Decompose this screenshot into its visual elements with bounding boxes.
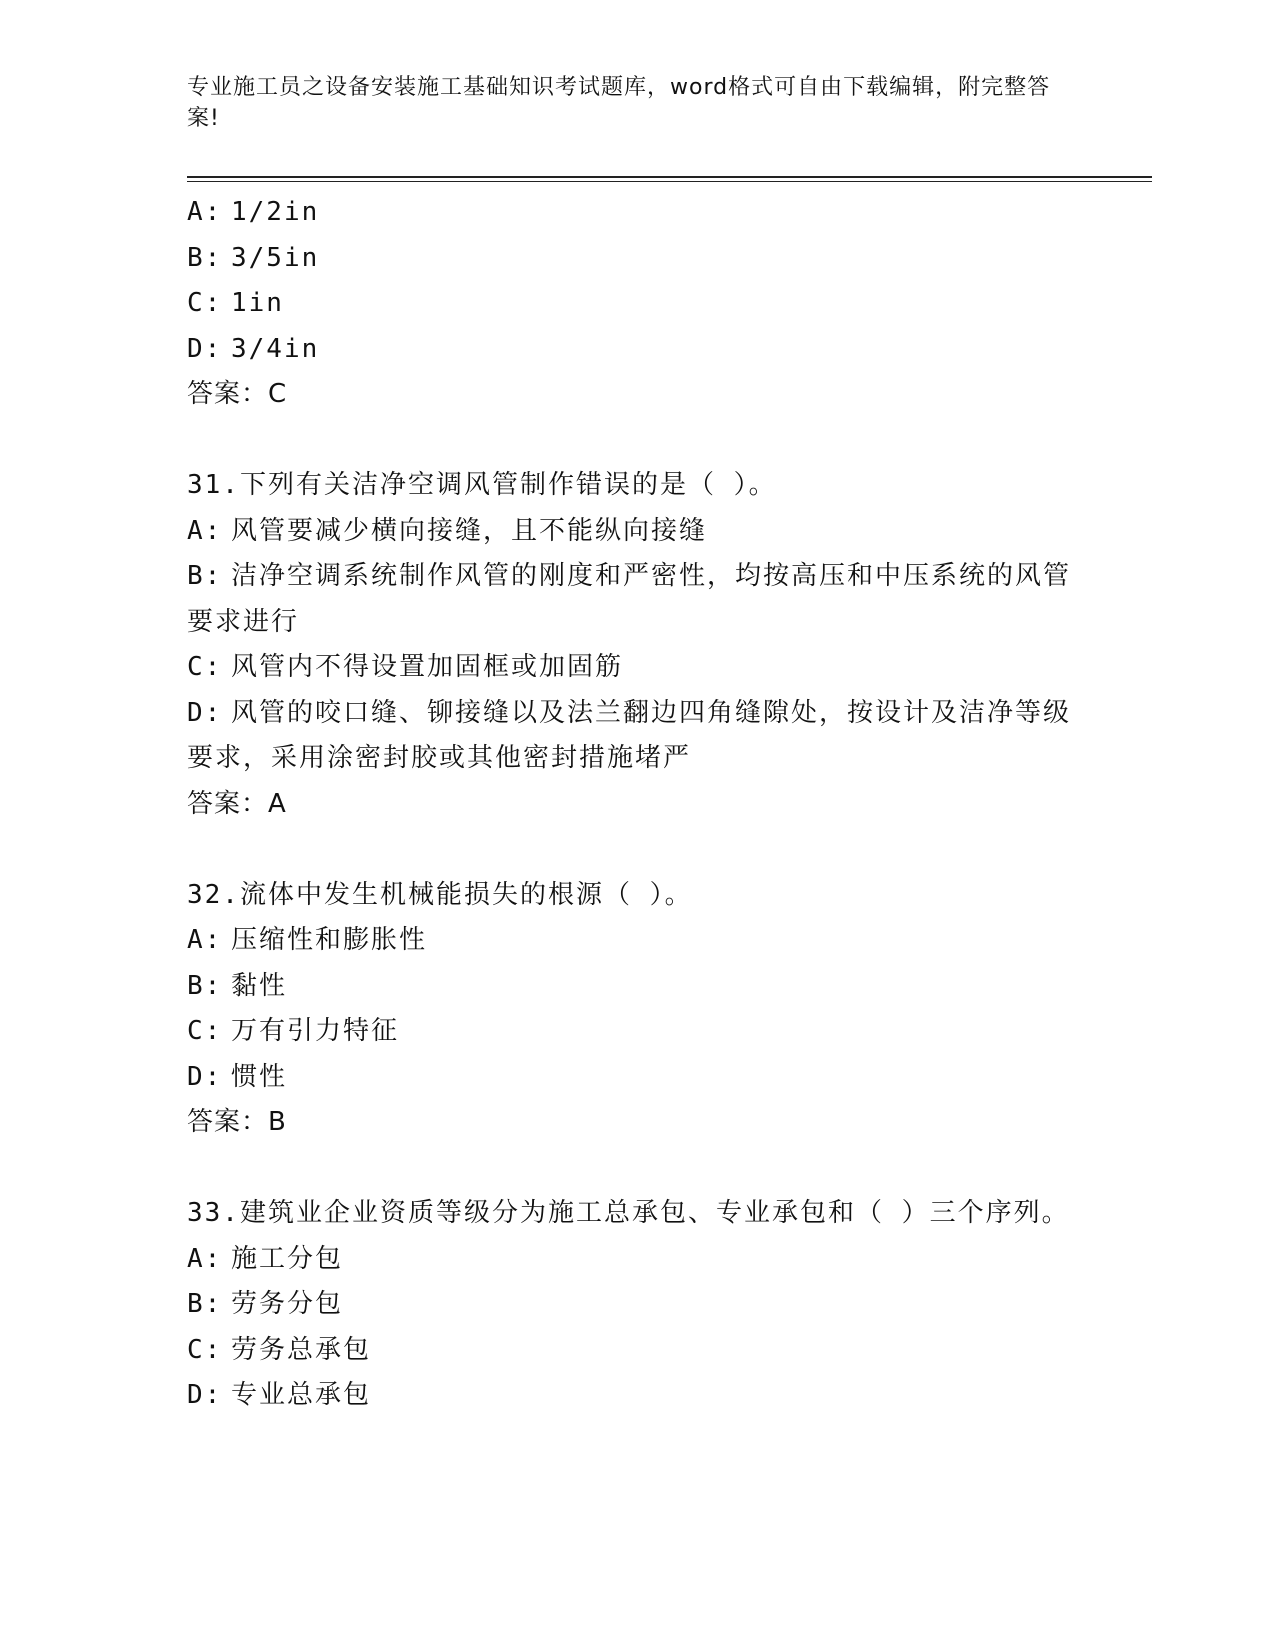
option-a: A: 施工分包 bbox=[187, 1243, 344, 1274]
option-c: C: 1in bbox=[187, 288, 284, 318]
option-c: C: 万有引力特征 bbox=[187, 1016, 400, 1046]
option-b: B: 劳务分包 bbox=[187, 1289, 344, 1319]
option-d: D: 风管的咬口缝、铆接缝以及法兰翻边四角缝隙处，按设计及洁净等级要求，采用涂密封胶或其他密封措施堵严 bbox=[187, 697, 1072, 773]
answer-line: 答案：B bbox=[187, 1107, 287, 1137]
answer-line: 答案：C bbox=[187, 379, 288, 409]
question-content bbox=[187, 190, 1087, 1419]
question-30 bbox=[187, 190, 1087, 418]
question-text: 31.下列有关洁净空调风管制作错误的是（ ）。 bbox=[187, 470, 777, 500]
question-33 bbox=[187, 1191, 1087, 1419]
option-b: B: 黏性 bbox=[187, 970, 288, 1001]
option-c: C: 劳务总承包 bbox=[187, 1334, 372, 1365]
question-text: 32.流体中发生机械能损失的根源（ ）。 bbox=[187, 879, 693, 910]
option-d: D: 惯性 bbox=[187, 1061, 288, 1092]
option-d: D: 专业总承包 bbox=[187, 1380, 372, 1410]
document-header: 专业施工员之设备安装施工基础知识考试题库，word格式可自由下载编辑，附完整答案! bbox=[187, 75, 1051, 131]
question-32 bbox=[187, 873, 1087, 1146]
option-c: C: 风管内不得设置加固框或加固筋 bbox=[187, 652, 624, 682]
option-b: B: 洁净空调系统制作风管的刚度和严密性，均按高压和中压系统的风管要求进行 bbox=[187, 561, 1072, 637]
option-d: D: 3/4in bbox=[187, 333, 320, 364]
header-rule-thick bbox=[187, 176, 1152, 178]
option-a: A: 1/2in bbox=[187, 197, 320, 227]
answer-line: 答案：A bbox=[187, 788, 287, 819]
option-a: A: 风管要减少横向接缝，且不能纵向接缝 bbox=[187, 515, 708, 546]
option-b: B: 3/5in bbox=[187, 242, 320, 273]
header-rule-thin bbox=[187, 181, 1152, 182]
question-text: 33.建筑业企业资质等级分为施工总承包、专业承包和（ ）三个序列。 bbox=[187, 1198, 1070, 1228]
question-31 bbox=[187, 463, 1087, 827]
option-a: A: 压缩性和膨胀性 bbox=[187, 925, 428, 955]
